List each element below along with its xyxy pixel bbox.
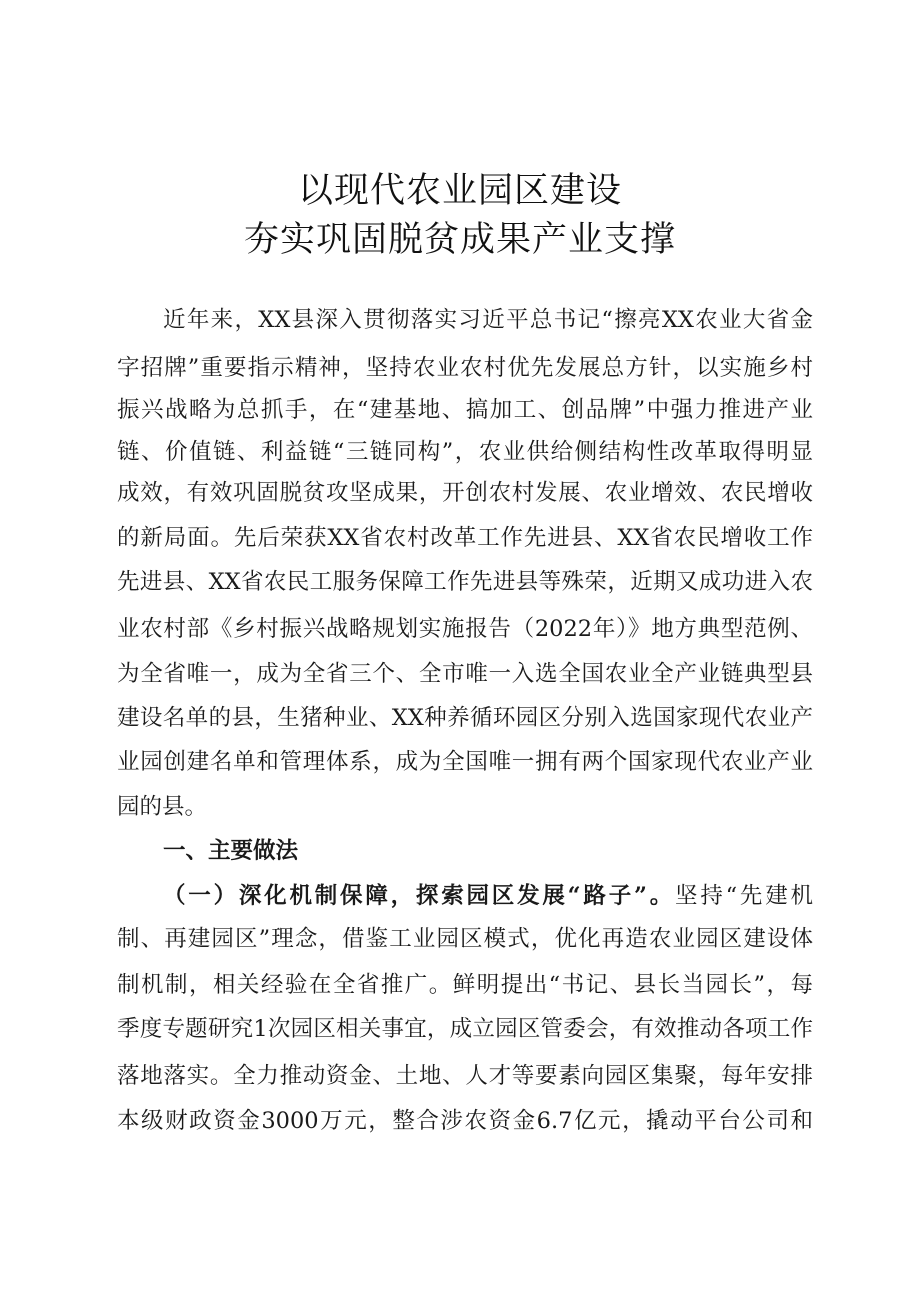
paragraph-line: 成效，有效巩固脱贫攻坚成果，开创农村发展、农业增效、农民增收 (117, 480, 813, 506)
paragraph-line: 业园创建名单和管理体系，成为全国唯一拥有两个国家现代农业产业 (117, 749, 813, 775)
paragraph-line: 先进县、XX省农民工服务保障工作先进县等殊荣，近期又成功进入农 (117, 569, 813, 595)
paragraph-line (163, 872, 813, 920)
paragraph-line: 近年来，XX县深入贯彻落实习近平总书记“擦亮XX农业大省金 (163, 307, 813, 333)
paragraph-line: 季度专题研究1次园区相关事宜，成立园区管委会，有效推动各项工作 (117, 1016, 813, 1042)
document-title-line-2: 夯实巩固脱贫成果产业支撑 (243, 220, 676, 260)
paragraph-line: 本级财政资金3000万元，整合涉农资金6.7亿元，撬动平台公司和 (117, 1108, 813, 1134)
paragraph-line: 字招牌”重要指示精神，坚持农业农村优先发展总方针，以实施乡村 (117, 355, 813, 381)
paragraph-line: 为全省唯一，成为全省三个、全市唯一入选全国农业全产业链典型县 (117, 661, 813, 687)
paragraph-line: 振兴战略为总抓手，在“建基地、搞加工、创品牌”中强力推进产业 (117, 397, 813, 423)
section-heading: 一、主要做法 (163, 838, 299, 864)
subsection-heading: （一）深化机制保障，探索园区发展“路子”。 (163, 883, 676, 909)
paragraph-line: 制机制，相关经验在全省推广。鲜明提出“书记、县长当园长”，每 (117, 972, 813, 998)
document-title-line-1: 以现代农业园区建设 (297, 171, 622, 211)
paragraph-line-rest: 坚持“先建机 (675, 883, 813, 909)
paragraph-line: 建设名单的县，生猪种业、XX种养循环园区分别入选国家现代农业产 (117, 705, 813, 731)
paragraph-line: 业农村部《乡村振兴战略规划实施报告（2022年）》地方典型范例、 (117, 616, 813, 642)
paragraph-line: 园的县。 (117, 794, 208, 820)
paragraph-line: 的新局面。先后荣获XX省农村改革工作先进县、XX省农民增收工作 (117, 525, 813, 551)
paragraph-line: 链、价值链、利益链“三链同构”，农业供给侧结构性改革取得明显 (117, 439, 813, 465)
paragraph-line: 落地落实。全力推动资金、土地、人才等要素向园区集聚，每年安排 (117, 1063, 813, 1089)
paragraph-line: 制、再建园区”理念，借鉴工业园区模式，优化再造农业园区建设体 (117, 926, 813, 952)
